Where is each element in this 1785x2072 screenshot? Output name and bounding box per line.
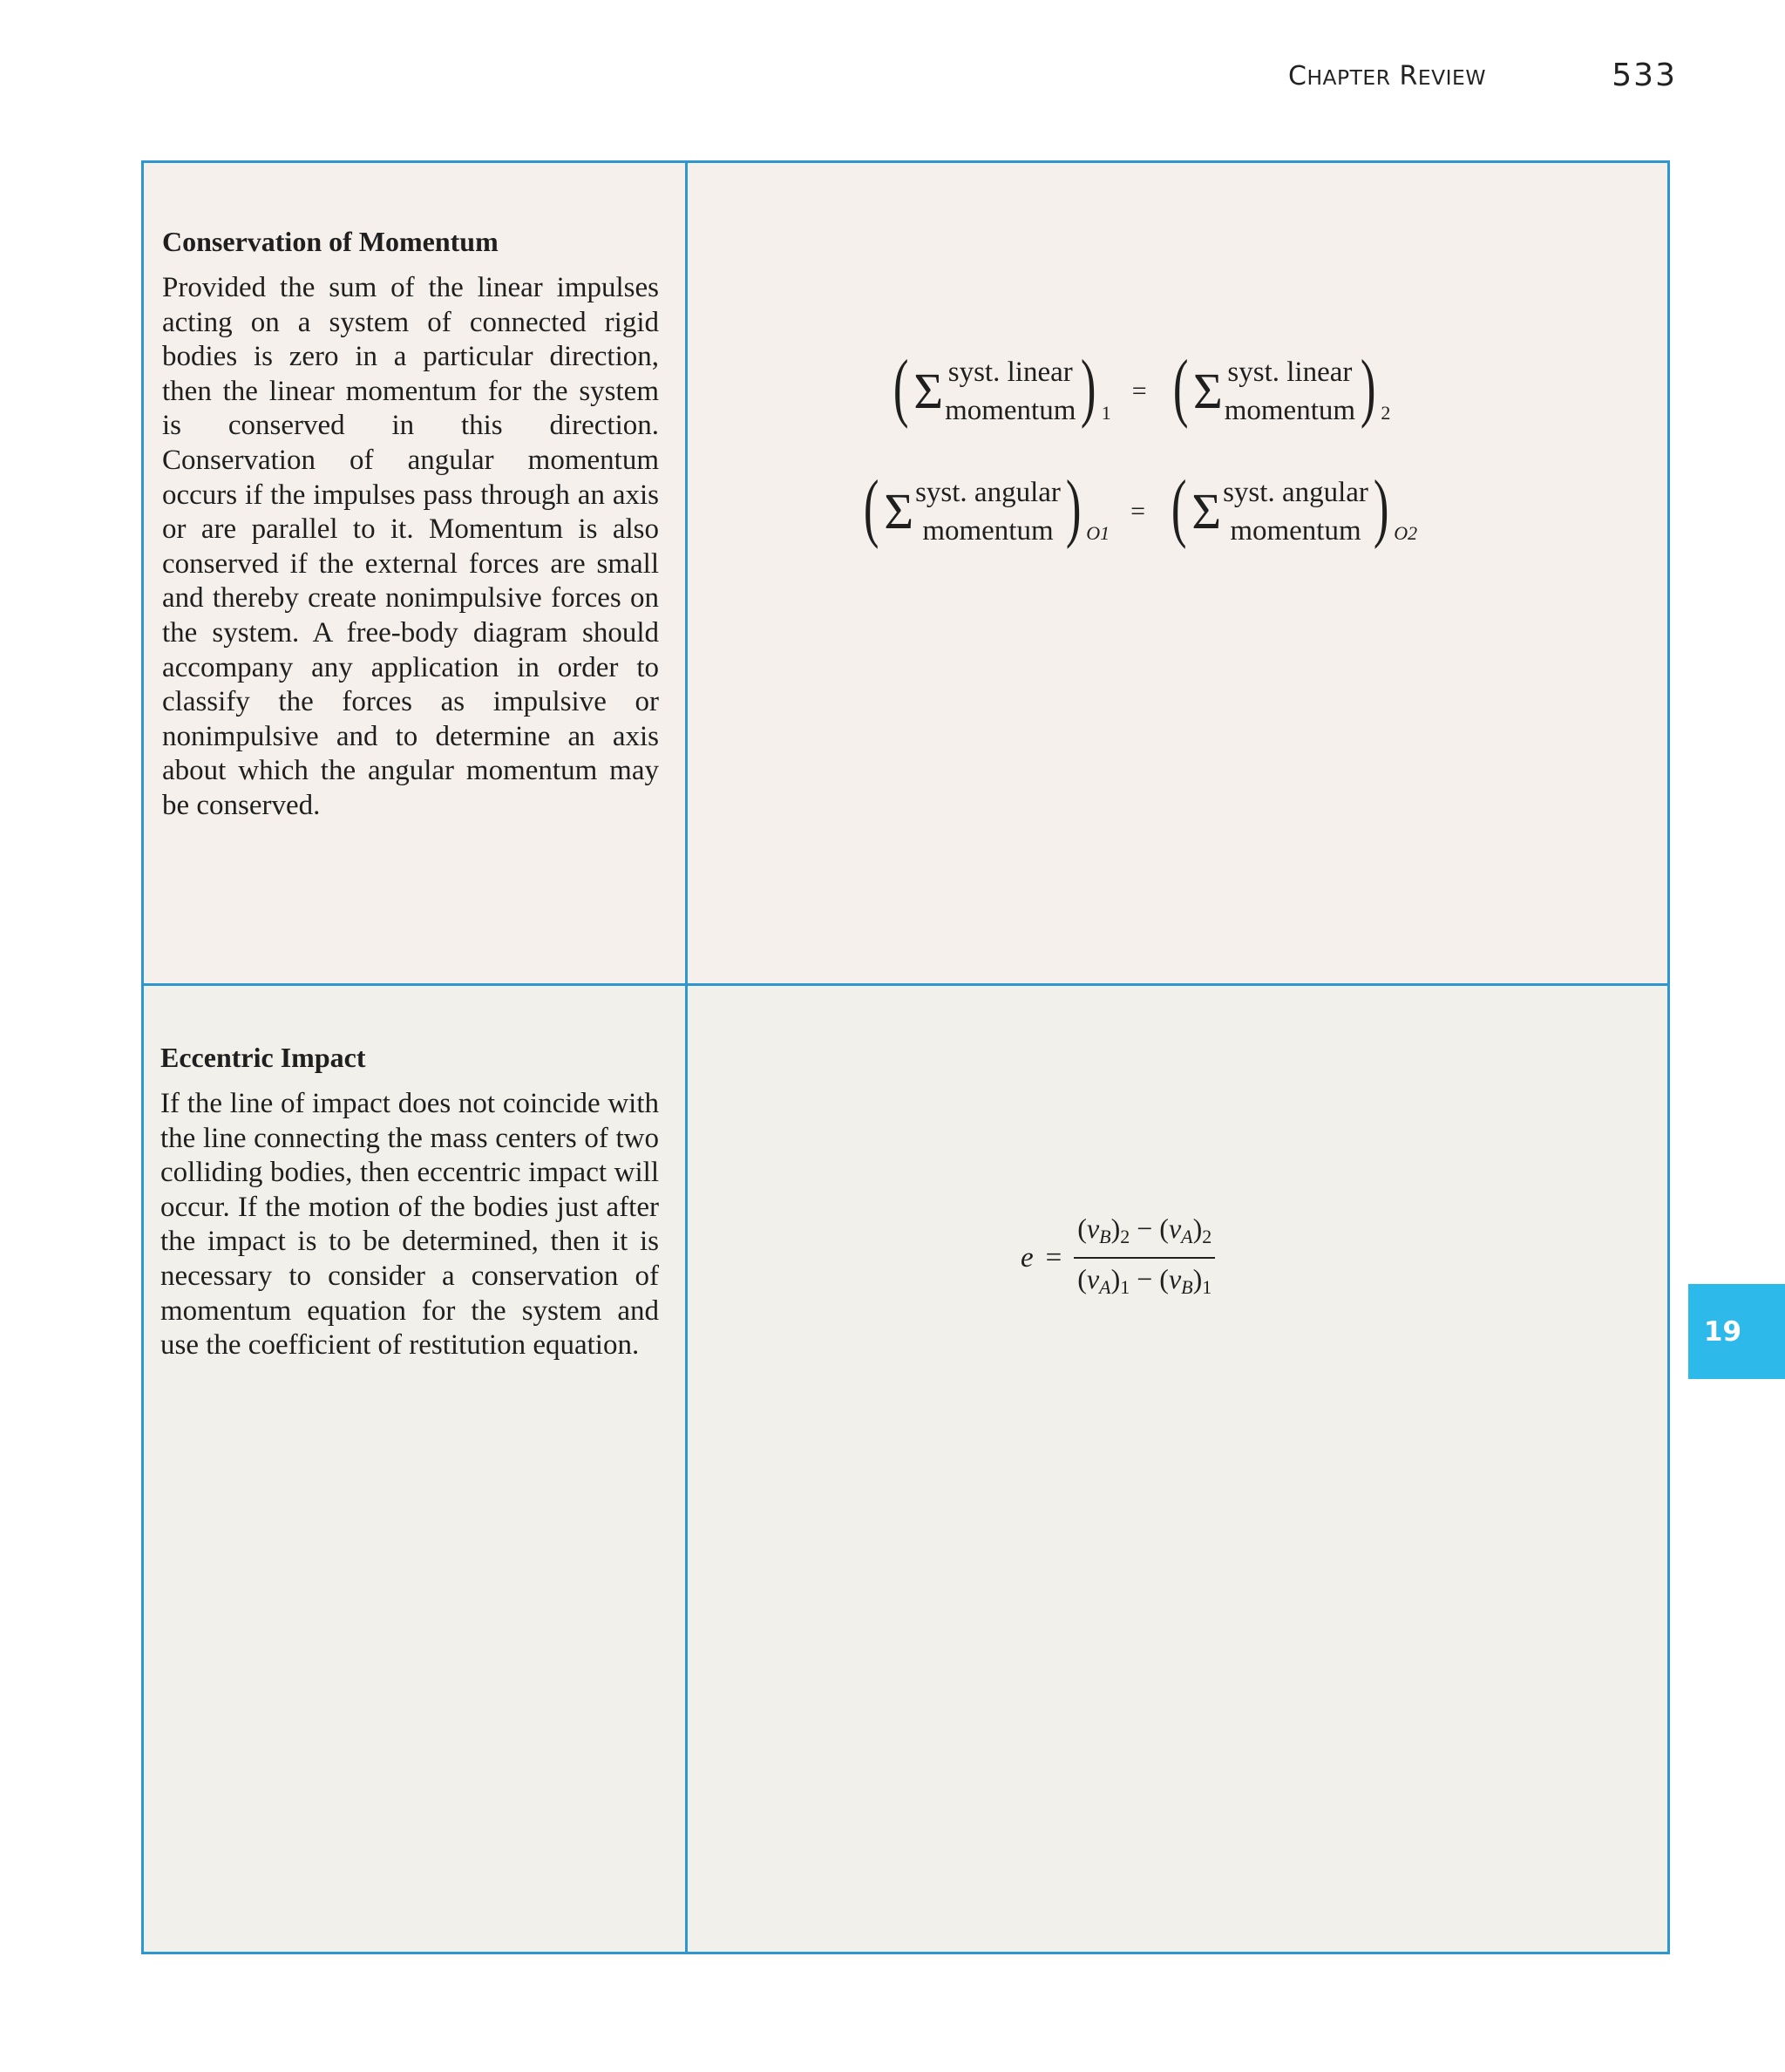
- page-number: 533: [1612, 58, 1677, 93]
- chapter-tab: 19: [1688, 1284, 1785, 1379]
- section-title: Eccentric Impact: [160, 1042, 366, 1073]
- section-body: If the line of impact does not coincide with the line connecting the mass centers of two colliding bodies, then eccentric impact will occur. If the motion of the bodies just after the impact is to be determined, then it is necessary to consider a conservation of momentum equation for the system and use the coefficient of restitution equation.: [160, 1088, 659, 1362]
- eccentric-impact-text-cell: [144, 986, 688, 1952]
- fraction-numerator: (vB)2 − (vA)2: [1077, 1213, 1212, 1247]
- conservation-momentum-text-cell: [144, 163, 688, 986]
- chapter-review-table: [141, 160, 1670, 1954]
- running-head: CHAPTER REVIEW: [1288, 61, 1486, 92]
- conservation-momentum-equations-cell: [688, 163, 1667, 986]
- linear-momentum-equation: ( Σ syst. linear momentum ) 1 = ( Σ syst. linear momentum ) 2: [892, 345, 1391, 430]
- eccentric-impact-equation-cell: [688, 986, 1667, 1952]
- coefficient-of-restitution-equation: e = $\frac{(vB)2 - (vA)2}{(vA)1 - (vB)1}$: [1021, 1211, 1215, 1305]
- section-title: Conservation of Momentum: [162, 226, 499, 257]
- angular-momentum-equation: ( Σ syst. angular momentum ) O1 = ( Σ syst. angular momentum ) O2: [863, 465, 1418, 550]
- section-body: Provided the sum of the linear impulses acting on a system of connected rigid bodies is zero in a particular direction, then the linear momentum for the system is conserved in this direction. Conservation of angular momentum occurs if the impulses pass through an axis or are parallel to it. Momentum is also conserved if the external forces are small and thereby create nonimpulsive forces on the system. A free-body diagram should accompany any application in order to classify the forces as impulsive or nonimpulsive and to determine an axis about which the angular momentum may be conserved.: [162, 272, 659, 821]
- fraction-denominator: (vA)1 − (vB)1: [1077, 1263, 1212, 1298]
